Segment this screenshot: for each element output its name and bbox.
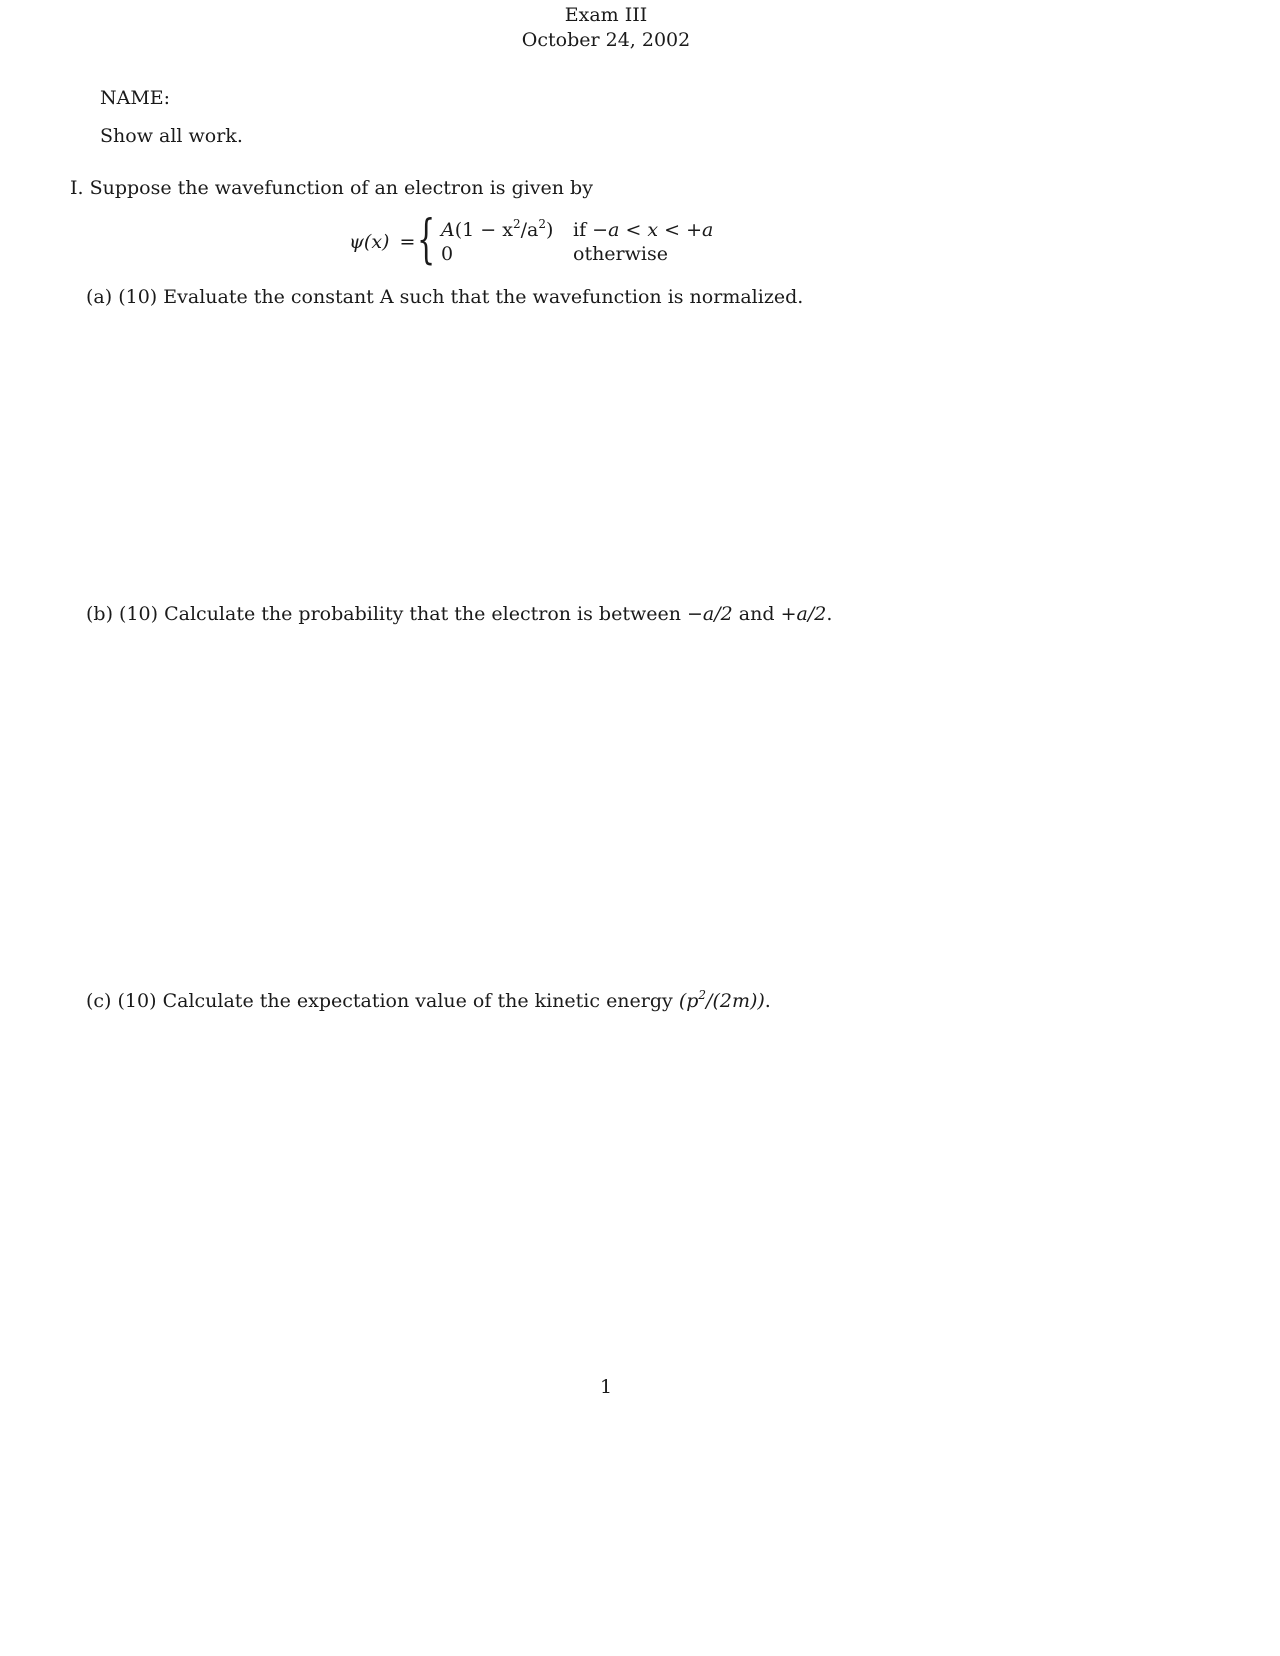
equation-lhs [349, 231, 415, 253]
part-a-text: Evaluate the constant A such that the wavefunction is normalized. [163, 286, 804, 308]
part-b-text: Calculate the probability that the electron is between [164, 603, 681, 625]
lhs-argument: (x) [363, 231, 390, 253]
exam-title: Exam III [564, 4, 648, 26]
part-a-points: (10) [118, 286, 158, 308]
case1-condition: if −a < x < +a [573, 219, 714, 241]
part-a-label: (a) [86, 286, 113, 308]
part-b-label: (b) [86, 603, 113, 625]
case2-expression: 0 [441, 243, 454, 265]
part-c: (c) (10) Calculate the expectation value of the kinetic energy $(p^2/(2m))$. [86, 988, 771, 1012]
psi-symbol: ψ [349, 231, 364, 253]
left-brace: { [417, 210, 436, 270]
part-b-and: and [738, 603, 775, 625]
part-a [86, 286, 803, 308]
equals-sign: = [399, 231, 416, 253]
part-c-points: (10) [117, 990, 157, 1012]
part-b: (b) (10) Calculate the probability that the electron is between −a/2 and +a/2. [86, 603, 833, 625]
part-b-range-high: +a/2 [780, 603, 827, 625]
part-b-range-low: −a/2 [687, 603, 733, 625]
part-c-label: (c) [86, 990, 112, 1012]
case2-condition: otherwise [573, 243, 668, 265]
case1-expression: $A(1 - x^2/a^2)$ [441, 217, 554, 241]
exam-date: October 24, 2002 [521, 29, 691, 51]
page-number: 1 [599, 1376, 613, 1398]
name-label: NAME: [100, 87, 171, 109]
part-b-points: (10) [119, 603, 159, 625]
part-c-expression: $(p^2/(2m))$ [678, 988, 765, 1012]
problem-number: I. [70, 177, 84, 199]
part-c-text: Calculate the expectation value of the kinetic energy [162, 990, 673, 1012]
problem-text: Suppose the wavefunction of an electron is given by [89, 177, 593, 199]
instructions: Show all work. [100, 125, 243, 147]
problem-statement [70, 177, 593, 199]
